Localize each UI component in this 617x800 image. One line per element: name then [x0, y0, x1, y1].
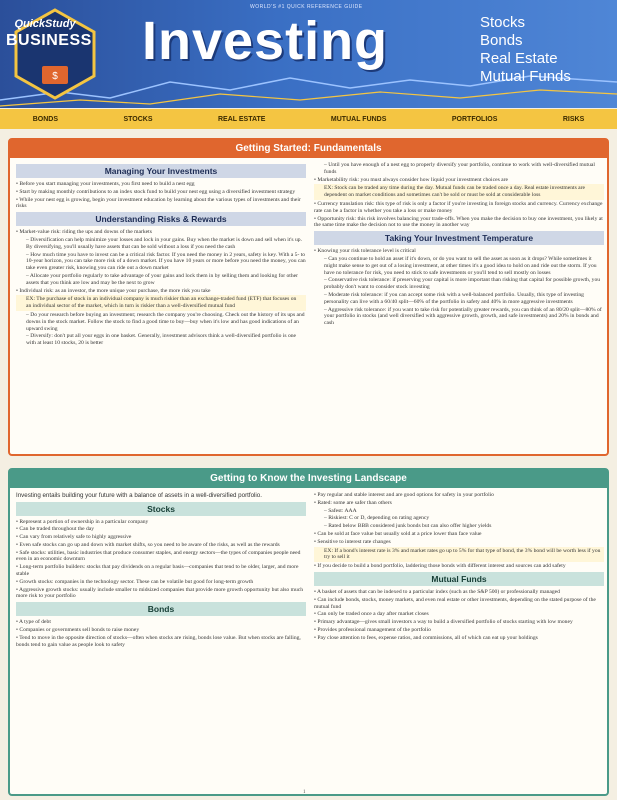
text-item: • Pay close attention to fees, expense ratios, and commissions, all of which can eat up your holdings: [314, 634, 538, 641]
text-item: • Can be sold at face value but usually sold at a price lower than face value: [314, 530, 482, 537]
page-title: Investing: [142, 11, 389, 71]
right-column: [314, 162, 604, 328]
text-item: • Aggressive growth stocks: usually include smaller to midsized companies that provide more growth opportunity but also much more risk to your portfolio: [16, 586, 304, 600]
text-item: • A type of debt: [16, 619, 51, 626]
nav-item-bonds: BONDS: [32, 115, 59, 123]
text-item: – Safest: AAA: [324, 507, 357, 514]
left-column: [16, 492, 306, 649]
section-title: Getting to Know the Investing Landscape: [10, 470, 607, 488]
subsection-title: Mutual Funds: [314, 572, 604, 586]
text-item: – Diversification can help minimize your losses and lock in your gains. Buy when the market is down and sell when it's up. By diversifying, you'll usually have assets that can be sold without a loss if you need the cash: [26, 236, 302, 250]
text-item: • Knowing your risk tolerance level is critical: [314, 248, 416, 255]
text-item: • Can be traded throughout the day: [16, 526, 95, 533]
intro-text: Investing entails building your future with a balance of assets in a well-diversified portfolio.: [16, 492, 262, 499]
text-item: – Riskiest: C or D, depending on rating agency: [324, 515, 430, 522]
text-item: • Currency translation risk: this type of risk is only a factor if you're investing in foreign stocks and currency. Currency exchange rate can be a factor in whether you take a loss or make money: [314, 200, 603, 214]
text-item: – Until you have enough of a nest egg to properly diversify your portfolio, continue to work with well-diversified mutual funds: [324, 162, 595, 175]
text-item: • Tend to move in the opposite direction of stocks—often when stocks are rising, bonds lose value. But when stocks are falling, bonds tend to gain value as people look to safety: [16, 634, 301, 648]
text-item: – Do your research before buying an investment; research the company you're choosing. Check out the history of its ups and downs in the stock market. Follow the stock to find a good time to buy—buy when it's low and has good indications of an upward swing: [26, 311, 305, 332]
text-item: • Sensitive to interest rate changes: [314, 538, 391, 545]
text-item: • Can only be traded once a day after market closes: [314, 611, 429, 618]
topic-item: Stocks: [480, 14, 526, 31]
text-item: • While your nest egg is growing, begin your investment education by learning about the various types of investments and their risks: [16, 196, 301, 210]
text-item: • Can vary from relatively safe to highly aggressive: [16, 534, 132, 541]
svg-text:$: $: [52, 71, 58, 82]
nav-item-portfolios: PORTFOLIOS: [451, 115, 498, 123]
text-item: • If you decide to build a bond portfolio, laddering those bonds with different interest and sources can add safety: [314, 563, 566, 570]
text-item: – Aggressive risk tolerance: if you want to take risk for potentially greater rewards, you can think of an 80/20 split—80% of your portfolio in stocks (and well diversified with aggressive growth, growth, and safe investments) and 20% in bonds and cash: [324, 306, 602, 327]
text-item: – Moderate risk tolerance: if you can accept some risk with a well-balanced portfolio. Usually, this type of investing personality can live with a 60/40 split—60% of the portfolio in safety and 40% in more aggressive investments: [324, 291, 584, 305]
topic-item: Real Estate: [480, 50, 558, 67]
text-item: • Opportunity risk: this risk involves balancing your trade-offs. When you make the decision to buy one investment, you likely at the same time make the decision not to use the money in another way: [314, 215, 603, 229]
text-item: • Pay regular and stable interest and are good options for safety in your portfolio: [314, 492, 494, 498]
nav-item-real-estate: REAL ESTATE: [218, 115, 266, 123]
tagline: WORLD'S #1 QUICK REFERENCE GUIDE: [250, 4, 363, 10]
text-item: • Represent a portion of ownership in a particular company: [16, 518, 149, 525]
text-item: – Conservative risk tolerance: if preserving your capital is more important than risking that capital for possible growth, you probably don't want to consider stock investing: [324, 277, 601, 291]
subsection-title: Understanding Risks & Rewards: [16, 212, 306, 226]
subsection-title: Managing Your Investments: [16, 164, 306, 178]
logo-top-text: QuickStudy: [14, 18, 76, 30]
section-investing-landscape: [8, 468, 609, 796]
example-box: EX: The purchase of stock in an individual company is much riskier than an exchange-traded fund (ETF) that focuses on an individual sector of the market, which in turn is riskier than a well-diversified mutual fund: [16, 295, 306, 311]
subsection-title: Stocks: [16, 502, 306, 516]
example-box: EX: Stock can be traded any time during the day. Mutual funds can be traded once a day. Real estate investments are dependent on market conditions and sometimes can't be sold or must be sold at considerable loss: [314, 184, 604, 200]
left-column: [16, 162, 306, 348]
subsection-title: Taking Your Investment Temperature: [314, 231, 604, 245]
topic-list: [480, 14, 571, 86]
text-item: • Individual risk: as an investor, the more unique your purchase, the more risk you take: [16, 287, 211, 294]
text-item: • Marketability risk: you must always consider how liquid your investment choices are: [314, 176, 508, 183]
text-item: • Companies or governments sell bonds to raise money: [16, 627, 140, 634]
text-item: • A basket of assets that can be indexed to a particular index (such as the S&P 500) or professionally managed: [314, 588, 560, 595]
logo-main-text: BUSINESS: [6, 32, 92, 49]
text-item: – Can you continue to hold an asset if it's down, or do you want to sell the asset as soon as it drops? While sometimes it might make sense to get out of a losing investment, at other times it's a good idea to hold on and ride out the storm. If you have no tolerance for risk, you need to stick to safe investments or you'll tend to sell mostly on losses: [324, 255, 597, 276]
text-item: – Allocate your portfolio regularly to take advantage of your gains and lock them in by selling them and looking for other assets that you think are low and may be the next to grow: [26, 272, 299, 286]
topic-nav-strip: [0, 109, 617, 129]
text-item: – How much time you have to invest can be a critical risk factor. If you need the money in 2 years, safety is key. With a 5- to 10-year horizon, you can take more risk of a down market. If you have 10 years or more before you need the money, you can take even greater risk, knowing you can ride out a down market: [26, 251, 306, 272]
right-column: [314, 492, 604, 643]
page-number: 1: [303, 790, 306, 795]
section-title: Getting Started: Fundamentals: [10, 140, 607, 158]
text-item: • Can include bonds, stocks, money markets, and even real estate or other investments, depending on the stated purpose of the mutual fund: [314, 596, 596, 610]
text-item: • Growth stocks: companies in the technology sector. These can be volatile but good for long-term growth: [16, 578, 254, 585]
topic-item: Mutual Funds: [480, 68, 571, 85]
nav-item-mutual-funds: MUTUAL FUNDS: [330, 115, 387, 123]
text-item: – Rated below BBB considered junk bonds but can also offer higher yields: [324, 523, 492, 530]
text-item: • Provides professional management of the portfolio: [314, 626, 431, 633]
text-item: • Long-term portfolio builders: stocks that pay dividends on a regular basis—companies that tend to be older, larger, and more stable: [16, 564, 299, 578]
nav-item-risks: RISKS: [562, 115, 585, 123]
text-item: • Primary advantage—gives small investors a way to build a diversified portfolio of stocks starting with low money: [314, 619, 573, 626]
text-item: • Safe stocks: utilities, basic industries that produce consumer staples, and energy sectors—the types of companies people need even in an economic downturn: [16, 549, 301, 563]
text-item: – Diversify: don't put all your eggs in one basket. Generally, investment advisors think a well-diversified portfolio is one with at least 10 stocks, 20 is better: [26, 333, 297, 347]
text-item: • Market-value risk: riding the ups and downs of the markets: [16, 229, 152, 236]
subsection-title: Bonds: [16, 602, 306, 616]
example-box: EX: If a bond's interest rate is 3% and market rates go up to 5% for that type of bond, the 3% bond will be worth less if you try to sell it: [314, 547, 604, 563]
header-banner: [0, 0, 617, 108]
nav-item-stocks: STOCKS: [123, 115, 153, 123]
text-item: • Start by making monthly contributions to an index stock fund to build your nest egg using a diversified investment strategy: [16, 188, 296, 195]
topic-item: Bonds: [480, 32, 523, 49]
text-item: • Before you start managing your investments, you first need to build a nest egg: [16, 181, 195, 187]
text-item: • Rated: some are safer than others: [314, 499, 392, 506]
section-fundamentals: [8, 138, 609, 456]
text-item: • Even safe stocks can go up and down with market shifts, so you need to be aware of the risks, as well as the rewards: [16, 541, 280, 548]
